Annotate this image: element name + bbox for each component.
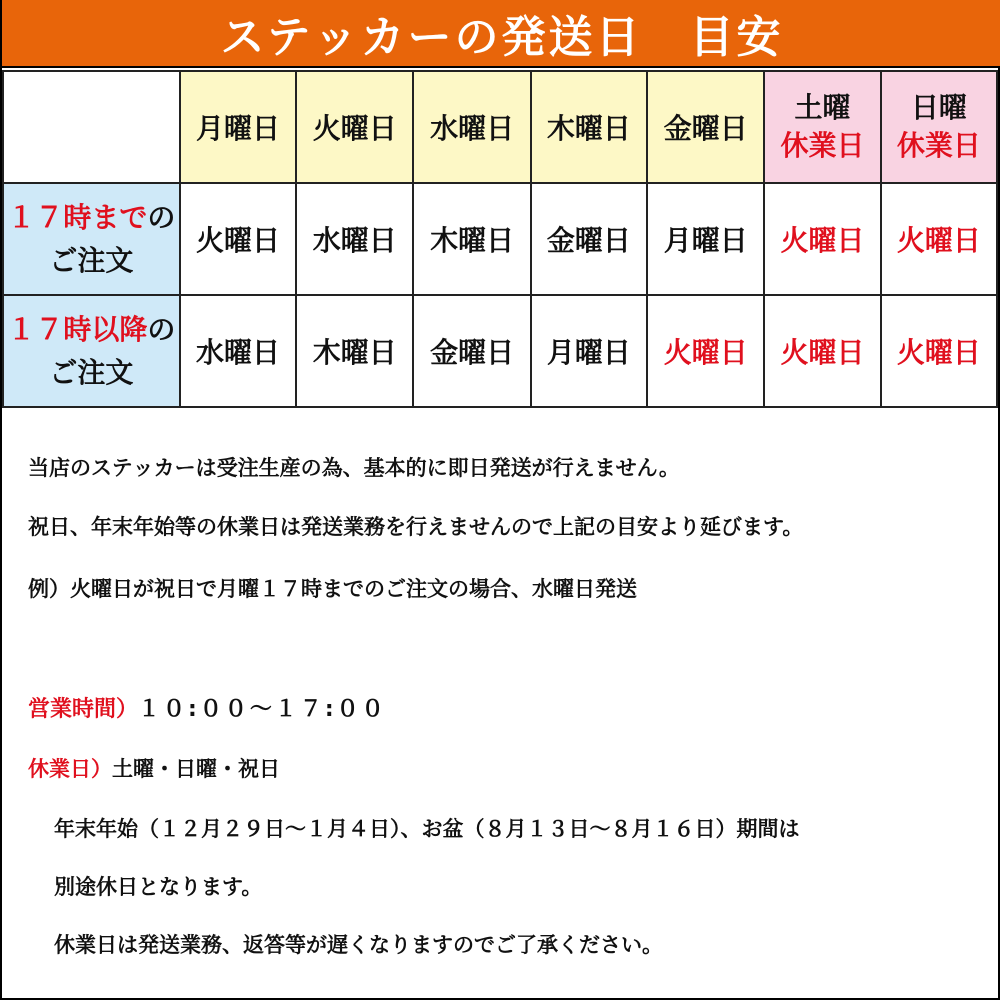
- header-day-label: 日曜: [910, 91, 967, 125]
- ship-day-cell: 火曜日: [764, 295, 880, 407]
- row-label-time: １７時まで: [7, 200, 148, 234]
- table-row-before-17: [3, 183, 997, 295]
- note-line: 祝日、年末年始等の休業日は発送業務を行えませんので上記の目安より延びます。: [28, 515, 804, 539]
- business-hours-value: １０:００～１７:００: [138, 697, 387, 722]
- holidays-value: 土曜・日曜・祝日: [112, 757, 280, 781]
- header-day-label: 金曜日: [663, 112, 748, 145]
- closed-label: 休業日: [780, 129, 865, 162]
- ship-day-cell: 金曜日: [413, 295, 530, 407]
- closed-label: 休業日: [896, 129, 981, 162]
- holiday-detail: 年末年始（１２月２９日～１月４日）、お盆（８月１３日～８月１６日）期間は: [54, 817, 800, 841]
- header-day-label: 月曜日: [195, 112, 280, 145]
- ship-day-cell: 水曜日: [180, 295, 296, 407]
- row-label-time: １７時以降: [7, 312, 148, 346]
- header-wednesday: [413, 71, 530, 183]
- page-title: ステッカーの発送日 目安: [2, 0, 1000, 68]
- header-thursday: [531, 71, 647, 183]
- ship-day-cell: 月曜日: [531, 295, 647, 407]
- business-hours: [28, 692, 387, 723]
- holidays: [28, 753, 280, 783]
- header-sunday: [881, 71, 997, 183]
- table-row-after-17: [3, 295, 997, 407]
- ship-day-cell: 火曜日: [881, 183, 997, 295]
- holidays-label: 休業日）: [28, 757, 112, 781]
- holiday-detail: 休業日は発送業務、返答等が遅くなりますのでご了承ください。: [54, 933, 663, 957]
- header-monday: [180, 71, 296, 183]
- row-label-particle: の: [147, 312, 176, 346]
- ship-day-cell: 火曜日: [764, 183, 880, 295]
- header-row: [3, 71, 997, 183]
- row-label-order: ご注文: [49, 244, 134, 277]
- ship-day-cell: 火曜日: [180, 183, 296, 295]
- ship-day-cell: 木曜日: [413, 183, 530, 295]
- business-hours-label: 営業時間）: [28, 697, 139, 722]
- row-label-order: ご注文: [49, 356, 134, 389]
- note-example: 例）火曜日が祝日で月曜１７時までのご注文の場合、水曜日発送: [28, 577, 637, 601]
- header-day-label: 木曜日: [546, 112, 631, 145]
- holiday-detail: 別途休日となります。: [54, 875, 263, 899]
- ship-day-cell: 水曜日: [296, 183, 413, 295]
- ship-day-cell: 木曜日: [296, 295, 413, 407]
- ship-day-cell: 月曜日: [647, 183, 764, 295]
- note-line: 当店のステッカーは受注生産の為、基本的に即日発送が行えません。: [28, 456, 680, 480]
- header-day-label: 火曜日: [312, 112, 397, 145]
- ship-day-cell: 火曜日: [881, 295, 997, 407]
- row-label: [3, 295, 180, 407]
- header-friday: [647, 71, 764, 183]
- row-label-particle: の: [147, 200, 176, 234]
- header-day-label: 土曜: [794, 91, 851, 125]
- header-saturday: [764, 71, 880, 183]
- ship-day-cell: 金曜日: [531, 183, 647, 295]
- row-label: [3, 183, 180, 295]
- header-day-label: 水曜日: [430, 112, 515, 145]
- shipping-schedule-table: [2, 70, 998, 408]
- ship-day-cell: 火曜日: [647, 295, 764, 407]
- corner-cell: [3, 71, 180, 183]
- header-tuesday: [296, 71, 413, 183]
